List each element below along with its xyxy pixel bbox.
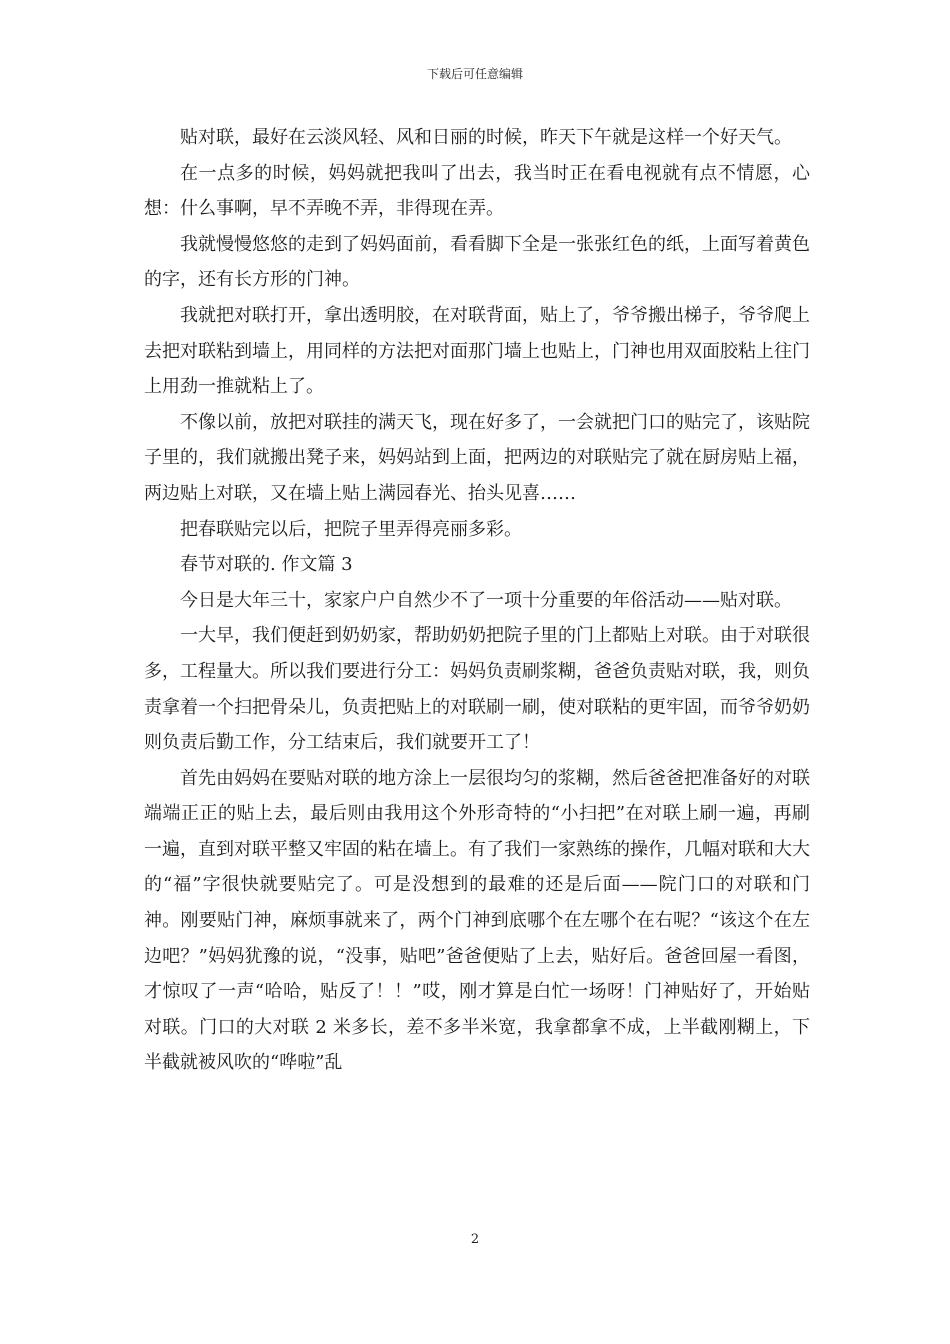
paragraph-5: 不像以前，放把对联挂的满天飞，现在好多了，一会就把门口的贴完了，该贴院子里的，我们就搬出凳子来，妈妈站到上面，把两边的对联贴完了就在厨房贴上福，两边贴上对联，又在墙上贴上满园春光、抬头见喜…… xyxy=(144,411,810,504)
document-body xyxy=(144,120,810,1081)
page-header: 下载后可任意编辑 xyxy=(426,67,523,81)
paragraph-2: 在一点多的时候，妈妈就把我叫了出去，我当时正在看电视就有点不情愿，心想：什么事啊，早不弄晚不弄，非得现在弄。 xyxy=(144,162,810,220)
page-number: 2 xyxy=(470,1232,480,1247)
paragraph-6: 把春联贴完以后，把院子里弄得亮丽多彩。 xyxy=(180,518,522,540)
paragraph-3: 我就慢慢悠悠的走到了妈妈面前，看看脚下全是一张张红色的纸，上面写着黄色的字，还有长方形的门神。 xyxy=(144,233,810,291)
paragraph-8: 一大早，我们便赶到奶奶家，帮助奶奶把院子里的门上都贴上对联。由于对联很多，工程量大。所以我们要进行分工：妈妈负责刷浆糊，爸爸负责贴对联，我，则负责拿着一个扫把骨朵儿，负责把贴上的对联刷一刷，使对联粘的更牢固，而爷爷奶奶则负责后勤工作，分工结束后，我们就要开工了！ xyxy=(144,625,810,754)
paragraph-1: 贴对联，最好在云淡风轻、风和日丽的时候，昨天下午就是这样一个好天气。 xyxy=(180,127,792,148)
paragraph-9: 首先由妈妈在要贴对联的地方涂上一层很均匀的浆糊，然后爸爸把准备好的对联端端正正的贴上去，最后则由我用这个外形奇特的“小扫把”在对联上刷一遍，再刷一遍，直到对联平整又牢固的粘在墙上。有了我们一家熟练的操作，几幅对联和大大的“福”字很快就要贴完了。可是没想到的最难的还是后面——院门口的对联和门神。刚要贴门神，麻烦事就来了，两个门神到底哪个在左哪个在右呢？“该这个在左边吧？”妈妈犹豫的说，“没事，贴吧”爸爸便贴了上去，贴好后。爸爸回屋一看图，才惊叹了一声“哈哈，贴反了！！”哎，刚才算是白忙一场呀！门神贴好了，开始贴对联。门口的大对联 2 米多长，差不多半米宽，我拿都拿不成，上半截刚糊上，下半截就被风吹的“哗啦”乱 xyxy=(144,767,810,1074)
paragraph-7: 今日是大年三十，家家户户自然少不了一项十分重要的年俗活动——贴对联。 xyxy=(180,589,792,611)
paragraph-4: 我就把对联打开，拿出透明胶，在对联背面，贴上了，爷爷搬出梯子，爷爷爬上去把对联粘到墙上，用同样的方法把对面那门墙上也贴上，门神也用双面胶粘上往门上用劲一推就粘上了。 xyxy=(144,304,810,398)
section-heading: 春节对联的. 作文篇 3 xyxy=(180,554,353,576)
